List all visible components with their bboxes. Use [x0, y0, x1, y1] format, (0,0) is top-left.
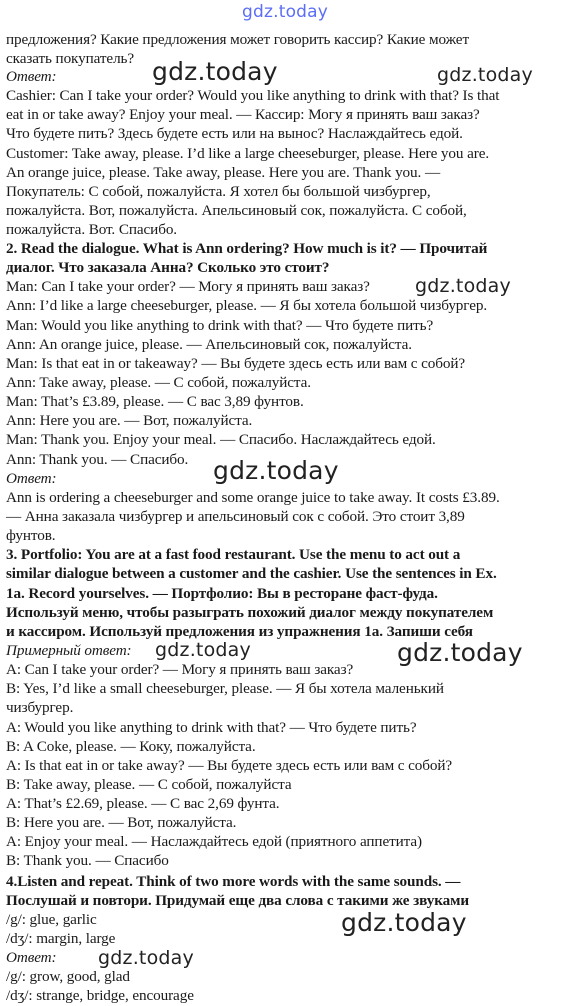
dialogue-line: Man: Thank you. Enjoy your meal. — Спасибо. Наслаждайтесь едой.	[6, 431, 436, 448]
text-line: Cashier: Can I take your order? Would you like anything to drink with that? Is that	[6, 87, 500, 104]
dialogue-line: B: Thank you. — Спасибо	[6, 852, 169, 869]
text-line: пожалуйста. Вот, пожалуйста. Апельсиновый сок, пожалуйста. С собой,	[6, 202, 467, 219]
dialogue-line: A: Can I take your order? — Могу я принять ваш заказ?	[6, 661, 354, 678]
watermark: gdz.today	[397, 638, 523, 667]
dialogue-line: A: Would you like anything to drink with that? — Что будете пить?	[6, 719, 417, 736]
dialogue-line: Man: Is that eat in or takeaway? — Вы будете здесь есть или вам с собой?	[6, 355, 466, 372]
text-line: An orange juice, please. Take away, please. Here you are. Thank you. —	[6, 164, 441, 181]
exercise-heading: и кассиром. Используй предложения из упражнения 1а. Запиши себя	[6, 623, 473, 640]
exercise-heading: диалог. Что заказала Анна? Сколько это стоит?	[6, 259, 330, 276]
dialogue-line: B: Here you are. — Вот, пожалуйста.	[6, 814, 237, 831]
exercise-heading: 4.Listen and repeat. Think of two more words with the same sounds. —	[6, 873, 461, 890]
exercise-heading: similar dialogue between a customer and the cashier. Use the sentences in Ex.	[6, 565, 497, 582]
dialogue-line: A: Enjoy your meal. — Наслаждайтесь едой (приятного аппетита)	[6, 833, 422, 850]
dialogue-line: Man: That’s £3.89, please. — С вас 3,89 фунтов.	[6, 393, 304, 410]
answer-label: Ответ:	[6, 470, 57, 487]
dialogue-line: B: A Coke, please. — Коку, пожалуйста.	[6, 738, 256, 755]
exercise-heading: 2. Read the dialogue. What is Ann ordering? How much is it? — Прочитай	[6, 240, 488, 257]
dialogue-line: B: Yes, I’d like a small cheeseburger, please. — Я бы хотела маленький	[6, 680, 444, 697]
dialogue-line: Ann: Take away, please. — С собой, пожалуйста.	[6, 374, 311, 391]
text-line: Ann is ordering a cheeseburger and some orange juice to take away. It costs £3.89.	[6, 489, 500, 506]
exercise-heading: Используй меню, чтобы разыграть похожий диалог между покупателем	[6, 604, 494, 621]
dialogue-line: Ann: Thank you. — Спасибо.	[6, 451, 189, 468]
dialogue-line: A: Is that eat in or take away? — Вы будете здесь есть или вам с собой?	[6, 757, 453, 774]
exercise-heading: 3. Portfolio: You are at a fast food restaurant. Use the menu to act out a	[6, 546, 461, 563]
watermark: gdz.today	[415, 275, 511, 297]
watermark: gdz.today	[152, 57, 278, 86]
sample-answer-label: Примерный ответ:	[6, 642, 132, 659]
dialogue-line: B: Take away, please. — С собой, пожалуйста	[6, 776, 292, 793]
exercise-heading: Послушай и повтори. Придумай еще два слова с такими же звуками	[6, 892, 470, 909]
dialogue-line: Man: Can I take your order? — Могу я принять ваш заказ?	[6, 278, 370, 295]
watermark: gdz.today	[437, 64, 533, 86]
dialogue-line: Ann: Here you are. — Вот, пожалуйста.	[6, 412, 253, 429]
header-watermark: gdz.today	[242, 2, 329, 22]
dialogue-line: Ann: I’d like a large cheeseburger, please. — Я бы хотела большой чизбургер.	[6, 297, 488, 314]
text-line: Покупатель: С собой, пожалуйста. Я хотел бы большой чизбургер,	[6, 183, 431, 200]
text-line: — Анна заказала чизбургер и апельсиновый сок с собой. Это стоит 3,89	[6, 508, 465, 525]
text-line: /dʒ/: strange, bridge, encourage	[6, 987, 194, 1004]
text-line: /g/: grow, good, glad	[6, 968, 130, 985]
dialogue-line: Man: Would you like anything to drink with that? — Что будете пить?	[6, 317, 434, 334]
text-line: фунтов.	[6, 527, 56, 544]
watermark: gdz.today	[155, 639, 251, 661]
watermark: gdz.today	[98, 947, 194, 969]
text-line: eat in or take away? Enjoy your meal. — Кассир: Могу я принять ваш заказ?	[6, 106, 480, 123]
answer-label: Ответ:	[6, 949, 57, 966]
watermark: gdz.today	[341, 908, 467, 937]
text-line: Что будете пить? Здесь будете есть или на вынос? Наслаждайтесь едой.	[6, 125, 463, 142]
text-line: пожалуйста. Вот. Спасибо.	[6, 221, 178, 238]
watermark: gdz.today	[213, 456, 339, 485]
answer-label: Ответ:	[6, 68, 57, 85]
text-line: сказать покупатель?	[6, 50, 135, 67]
dialogue-line: A: That’s £2.69, please. — С вас 2,69 фунта.	[6, 795, 280, 812]
text-line: Customer: Take away, please. I’d like a large cheeseburger, please. Here you are.	[6, 145, 490, 162]
dialogue-line: чизбургер.	[6, 699, 74, 716]
text-line: /g/: glue, garlic	[6, 911, 97, 928]
exercise-heading: 1a. Record yourselves. — Портфолио: Вы в ресторане фаст-фуда.	[6, 585, 438, 602]
dialogue-line: Ann: An orange juice, please. — Апельсиновый сок, пожалуйста.	[6, 336, 412, 353]
text-line: предложения? Какие предложения может говорить кассир? Какие может	[6, 31, 469, 48]
text-line: /dʒ/: margin, large	[6, 930, 116, 947]
